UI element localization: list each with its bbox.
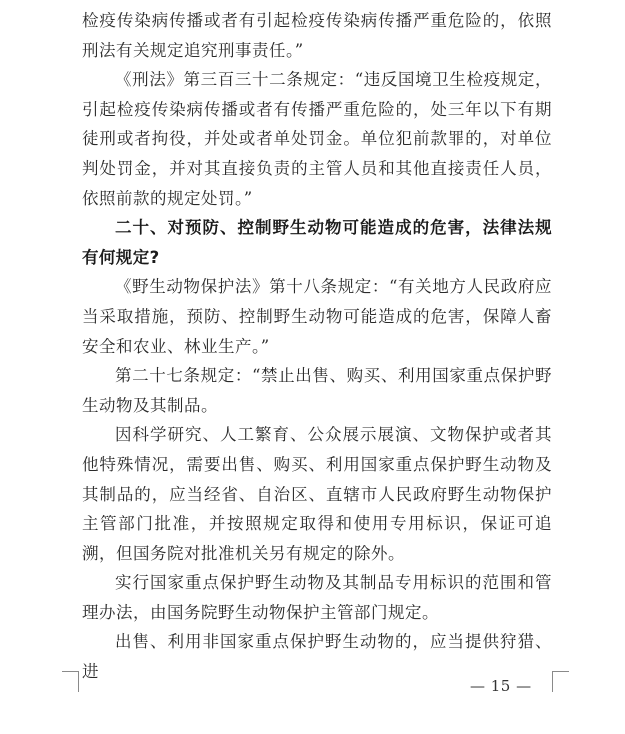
paragraph-non-key-wildlife: 出售、利用非国家重点保护野生动物的，应当提供狩猎、进 bbox=[82, 632, 552, 682]
page-number: — 15 — bbox=[470, 677, 532, 695]
paragraph-article-27: 第二十七条规定：“禁止出售、购买、利用国家重点保护野生动物及其制品。 bbox=[82, 366, 552, 415]
paragraph-continuation: 检疫传染病传播或者有引起检疫传染病传播严重危险的，依照刑法有关规定追究刑事责任。” bbox=[82, 11, 552, 60]
paragraph-wildlife-law-article-18: 《野生动物保护法》第十八条规定：“有关地方人民政府应当采取措施，预防、控制野生动物可能造成的危害，保障人畜安全和农业、林业生产。” bbox=[82, 277, 552, 356]
crop-mark-right bbox=[552, 671, 569, 692]
section-heading-20: 二十、对预防、控制野生动物可能造成的危害，法律法规有何规定? bbox=[82, 218, 552, 267]
document-body bbox=[82, 6, 552, 687]
crop-mark-left bbox=[62, 671, 79, 692]
paragraph-special-circumstances: 因科学研究、人工繁育、公众展示展演、文物保护或者其他特殊情况，需要出售、购买、利用国家重点保护野生动物及其制品的，应当经省、自治区、直辖市人民政府野生动物保护主管部门批准，并按照规定取得和使用专用标识，保证可追溯，但国务院对批准机关另有规定的除外。 bbox=[82, 425, 552, 563]
paragraph-special-mark-scope: 实行国家重点保护野生动物及其制品专用标识的范围和管理办法，由国务院野生动物保护主管部门规定。 bbox=[82, 573, 552, 622]
paragraph-criminal-law-article-332: 《刑法》第三百三十二条规定：“违反国境卫生检疫规定，引起检疫传染病传播或者有传播严重危险的，处三年以下有期徒刑或者拘役，并处或者单处罚金。单位犯前款罪的，对单位判处罚金，并对其直接负责的主管人员和其他直接责任人员，依照前款的规定处罚。” bbox=[82, 70, 552, 208]
